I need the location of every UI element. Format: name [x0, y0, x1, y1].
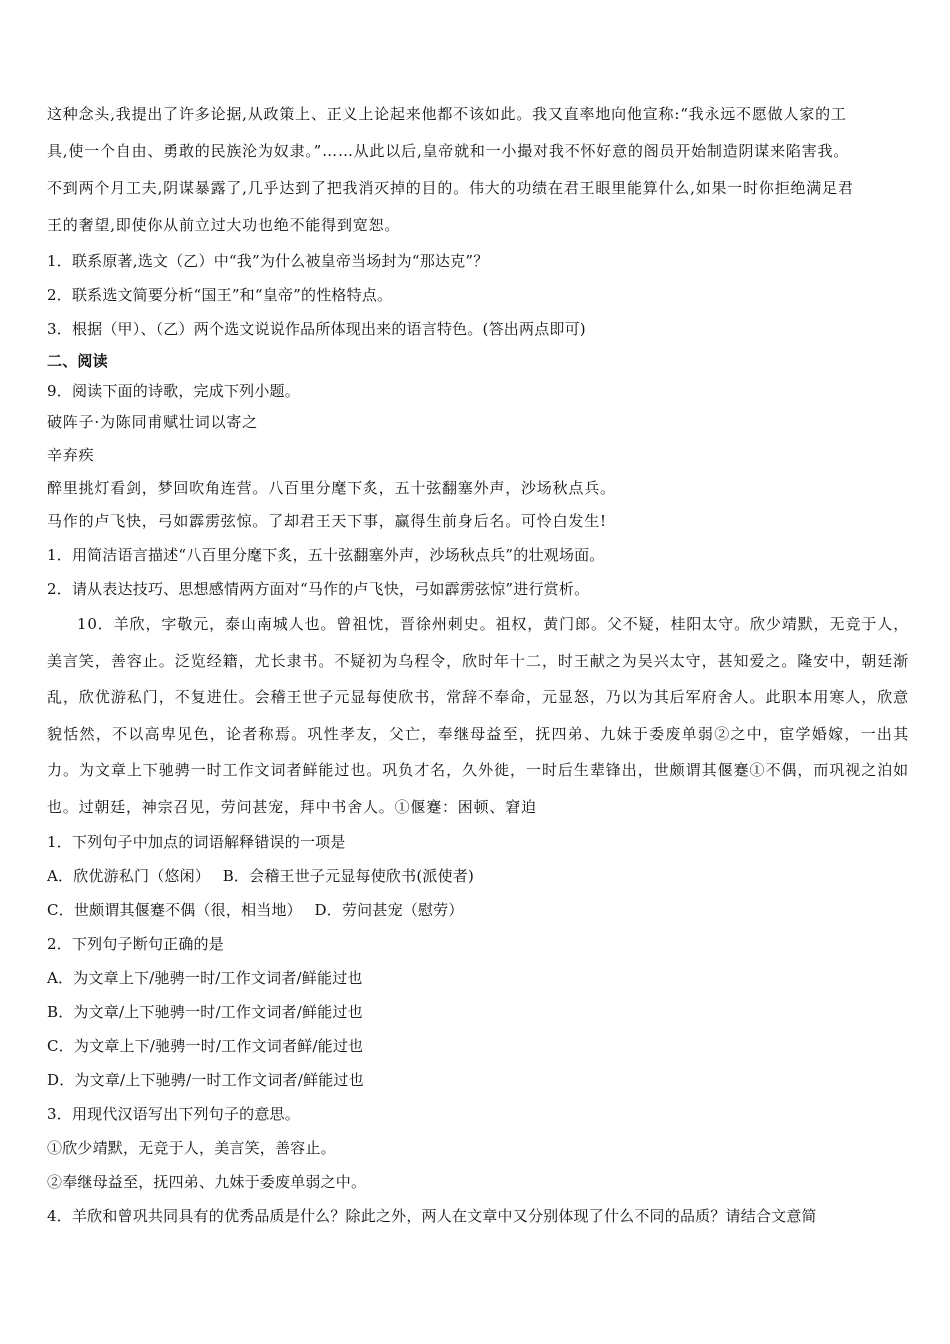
option-row: A．欣优游私门（悠闲） B．会稽王世子元显每使欣书(派使者)	[47, 867, 475, 885]
passage-line: 这种念头,我提出了许多论据,从政策上、正义上论起来他都不该如此。我又直率地向他宣称:“我永远不愿做人家的工	[47, 105, 847, 123]
option-b: B．为文章/上下驰骋一时/工作文词者/鲜能过也	[47, 1003, 363, 1021]
section-title: 二、阅读	[47, 352, 108, 370]
question-10	[47, 606, 909, 1233]
question-8-subquestions	[47, 244, 909, 346]
question-item: 1．联系原著,选文（乙）中“我”为什么被皇帝当场封为“那达克”？	[47, 252, 489, 270]
question-item: 3．根据（甲）、（乙）两个选文说说作品所体现出来的语言特色。(答出两点即可)	[47, 320, 586, 338]
option-row: C．世颇谓其偃蹇不偶（很，相当地） D．劳问甚宠（慰劳）	[47, 901, 464, 919]
passage-line: 不到两个月工夫,阴谋暴露了,几乎达到了把我消灭掉的目的。伟大的功绩在君王眼里能算什么,如果一时你拒绝满足君	[47, 179, 854, 197]
question-9	[47, 376, 909, 606]
passage-line: 具,使一个自由、勇敢的民族沦为奴隶。”……从此以后,皇帝就和一小撮对我不怀好意的阁员开始制造阴谋来陷害我。	[47, 142, 850, 160]
translation-item: ①欣少靖默，无竞于人，美言笑，善容止。	[47, 1139, 336, 1157]
question-stem: 3．用现代汉语写出下列句子的意思。	[47, 1105, 300, 1123]
question-stem: 2．下列句子断句正确的是	[47, 935, 224, 953]
passage-excerpt	[47, 96, 909, 244]
option-d: D．为文章/上下驰骋/一时工作文词者/鲜能过也	[47, 1071, 364, 1089]
exam-page	[47, 96, 909, 1233]
option-c: C．为文章上下/驰骋一时/工作文词者鲜/能过也	[47, 1037, 364, 1055]
question-stem: 1．下列句子中加点的词语解释错误的一项是	[47, 833, 346, 851]
poem-author: 辛弃疾	[47, 446, 95, 464]
question-item: 2．联系选文简要分析“国王”和“皇帝”的性格特点。	[47, 286, 393, 304]
poem-line: 马作的卢飞快，弓如霹雳弦惊。了却君王天下事，赢得生前身后名。可怜白发生!	[47, 512, 607, 530]
poem-line: 醉里挑灯看剑，梦回吹角连营。八百里分麾下炙，五十弦翻塞外声，沙场秋点兵。	[47, 479, 616, 497]
question-item: 1．用简洁语言描述“八百里分麾下炙，五十弦翻塞外声，沙场秋点兵”的壮观场面。	[47, 546, 605, 564]
poem-title: 破阵子·为陈同甫赋壮词以寄之	[47, 413, 258, 431]
question-intro: 9．阅读下面的诗歌，完成下列小题。	[47, 382, 300, 400]
question-item: 2．请从表达技巧、思想感情两方面对“马作的卢飞快，弓如霹雳弦惊”进行赏析。	[47, 580, 590, 598]
option-a: A．为文章上下/驰骋一时/工作文词者/鲜能过也	[47, 969, 363, 987]
passage-line: 王的奢望,即使你从前立过大功也绝不能得到宽恕。	[47, 216, 401, 234]
question-stem: 4．羊欣和曾巩共同具有的优秀品质是什么？除此之外，两人在文章中又分别体现了什么不同的品质？请结合文意简	[47, 1207, 817, 1225]
translation-item: ②奉继母益至，抚四弟、九妹于委废单弱之中。	[47, 1173, 367, 1191]
classical-passage: 10．羊欣，字敬元，泰山南城人也。曾祖忱，晋徐州刺史。祖权，黄门郎。父不疑，桂阳太守。欣少靖默，无竞于人，美言笑，善容止。泛览经籍，尤长隶书。不疑初为乌程令，欣时年十二，时王献之为吴兴太守，甚知爱之。隆安中，朝廷渐乱，欣优游私门，不复进仕。会稽王世子元显每使欣书，常辞不奉命，元显怒，乃以为其后军府舍人。此职本用寒人，欣意貌恬然，不以高卑见色，论者称焉。巩性孝友，父亡，奉继母益至，抚四弟、九妹于委废单弱②之中，宦学婚嫁，一出其力。为文章上下驰骋一时工作文词者鲜能过也。巩负才名，久外徙，一时后生辈锋出，世颇谓其偃蹇①不偶，而巩视之泊如也。过朝廷，神宗召见，劳问甚宠，拜中书舍人。①偃蹇：困顿、窘迫	[47, 615, 909, 816]
